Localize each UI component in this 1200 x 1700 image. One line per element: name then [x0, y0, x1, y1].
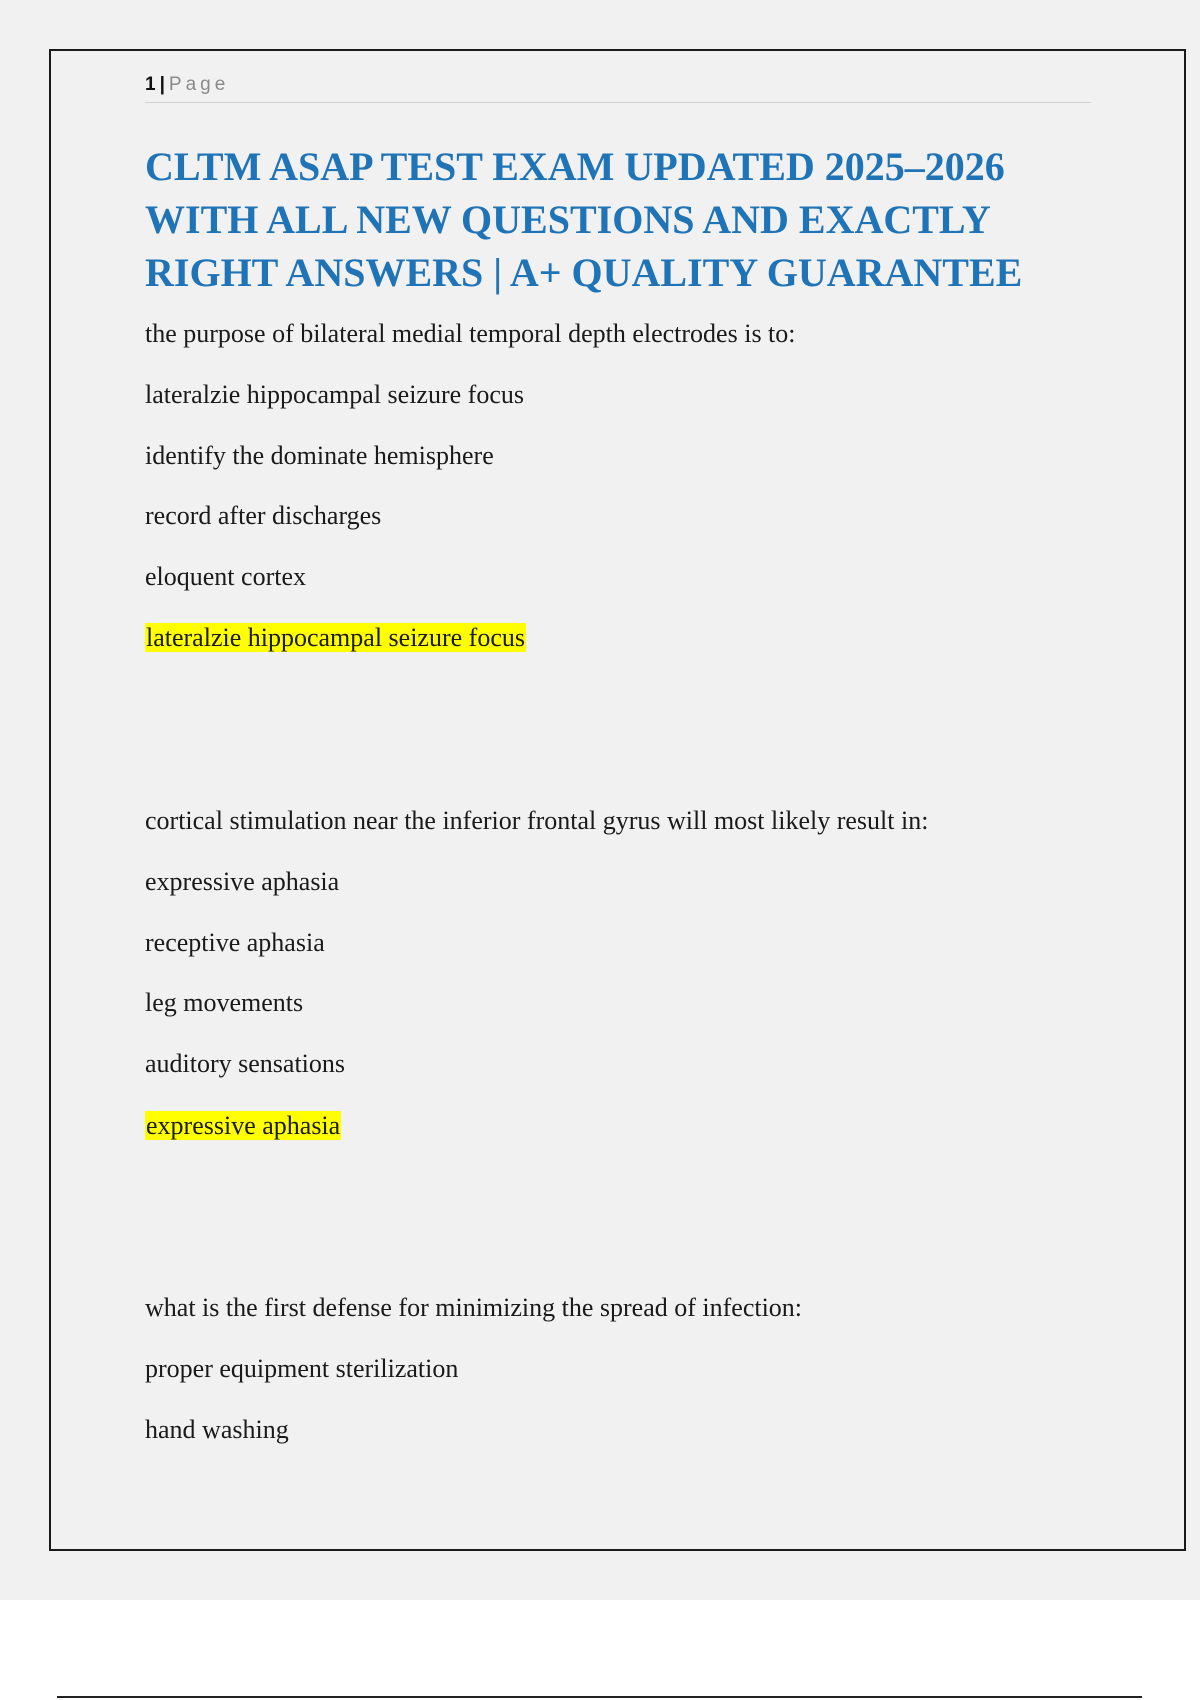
question-2-answer [145, 1109, 341, 1143]
question-2-option-4: auditory sensations [145, 1049, 346, 1078]
answer-highlight: expressive aphasia [146, 1111, 341, 1140]
document-title: CLTM ASAP TEST EXAM UPDATED 2025–2026 WITH ALL NEW QUESTIONS AND EXACTLY RIGHT ANSWERS | A+ QUALITY GUARANTEE [145, 144, 1023, 295]
page-divider [57, 1696, 1142, 1698]
next-page-area [0, 1600, 1200, 1700]
question-1-option-2: identify the dominate hemisphere [145, 441, 494, 470]
answer-highlight: lateralzie hippocampal seizure focus [146, 623, 525, 652]
page-label: Page [168, 74, 230, 95]
question-2-text: cortical stimulation near the inferior frontal gyrus will most likely result in: [145, 806, 929, 835]
question-1-text: the purpose of bilateral medial temporal depth electrodes is to: [145, 319, 796, 348]
question-1-option-4: eloquent cortex [145, 562, 306, 591]
question-3-option-2: hand washing [145, 1415, 289, 1444]
question-3-text: what is the first defense for minimizing the spread of infection: [145, 1293, 803, 1322]
page-header [145, 72, 1091, 103]
question-1-option-3: record after discharges [145, 501, 382, 530]
question-3-option-1: proper equipment sterilization [145, 1354, 459, 1383]
question-2-option-1: expressive aphasia [145, 867, 340, 896]
question-1-option-1: lateralzie hippocampal seizure focus [145, 380, 524, 409]
page-separator: | [159, 74, 165, 95]
question-2-option-3: leg movements [145, 988, 304, 1017]
page-number: 1 [145, 74, 156, 95]
question-1-answer [145, 621, 526, 655]
question-2-option-2: receptive aphasia [145, 928, 325, 957]
